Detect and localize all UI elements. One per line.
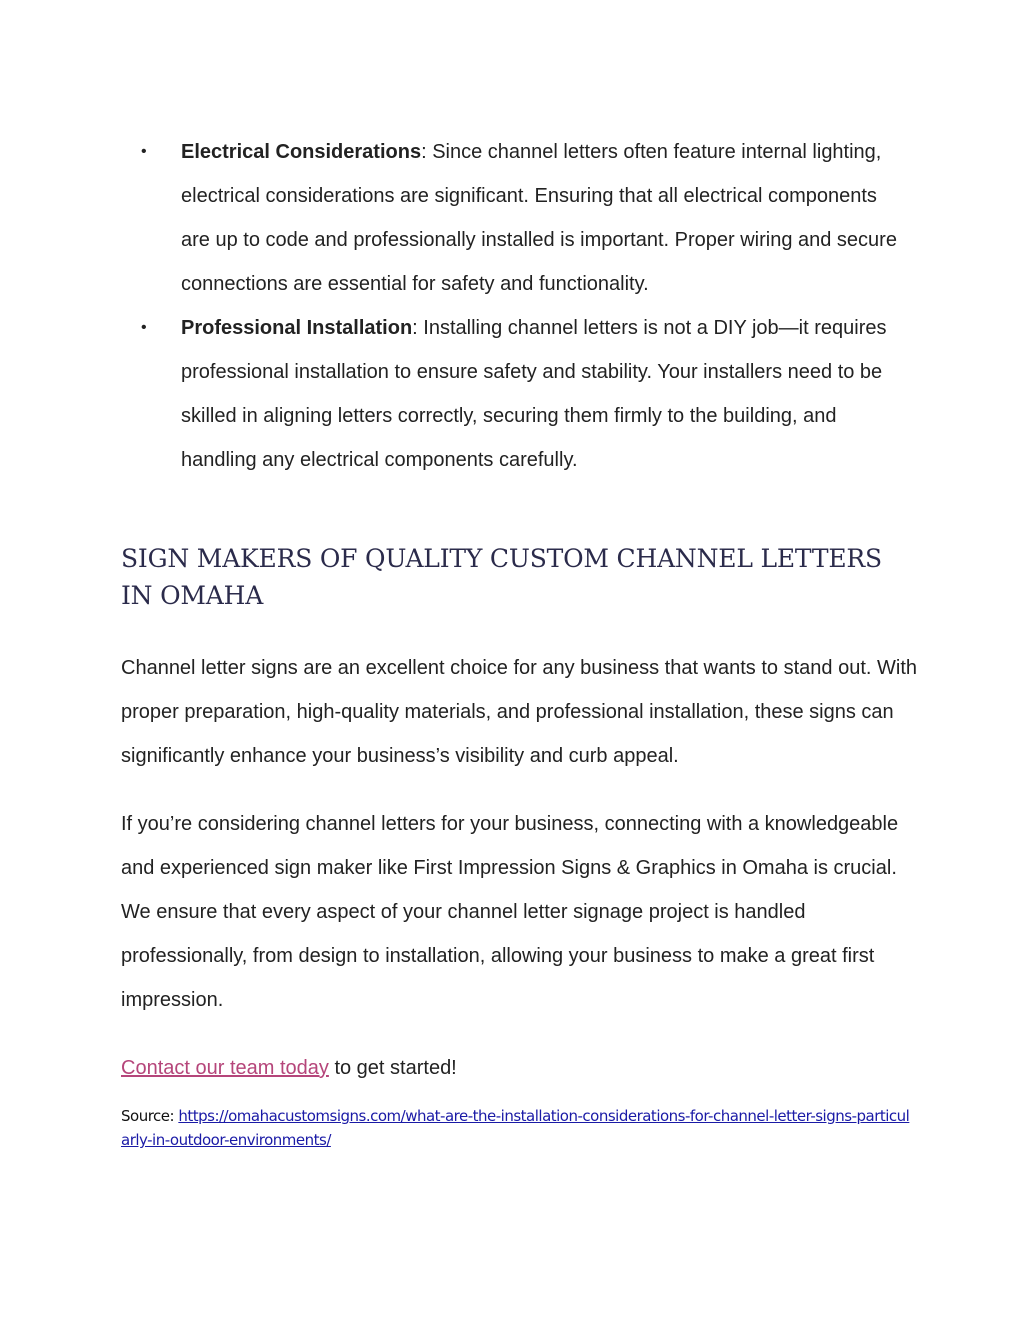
- bullet-text: : Installing channel letters is not a DIY job—it requires professional installation to ensure safety and stability. Your installers need to be skilled in aligning letters correctly, securing them firmly to the building, and handling any electrical components carefully.: [181, 317, 887, 471]
- paragraph-intro: Channel letter signs are an excellent choice for any business that wants to stand out. With proper preparation, high-quality materials, and professional installation, these signs can significantly enhance your business’s visibility and curb appeal.: [121, 657, 917, 767]
- cta-rest-text: to get started!: [328, 1057, 457, 1079]
- bullet-title: Professional Installation: [181, 317, 413, 339]
- bullet-list: [121, 130, 911, 482]
- bullet-title: Electrical Considerations: [181, 141, 422, 163]
- section-heading: SIGN MAKERS OF QUALITY CUSTOM CHANNEL LETTERS IN OMAHA: [121, 544, 882, 610]
- contact-team-link[interactable]: Contact our team today: [121, 1057, 329, 1079]
- paragraph-sign-maker: If you’re considering channel letters for your business, connecting with a knowledgeable and experienced sign maker like First Impression Signs & Graphics in Omaha is crucial. We ensure that every aspect of your channel letter signage project is handled professionally, from design to installation, allowing your business to make a great first impression.: [121, 813, 899, 1011]
- source-label: Source:: [121, 1107, 179, 1125]
- bullet-text: : Since channel letters often feature internal lighting, electrical considerations are significant. Ensuring that all electrical components are up to code and professionally installed is important. Proper wiring and secure connections are essential for safety and functionality.: [181, 141, 897, 295]
- source-citation: [121, 1104, 911, 1152]
- source-url-link[interactable]: https://omahacustomsigns.com/what-are-the-installation-considerations-for-channel-letter-signs-particularly-in-outdoor-environments/: [121, 1107, 910, 1149]
- bullet-professional-installation: [121, 306, 911, 482]
- bullet-electrical-considerations: [121, 130, 911, 306]
- bullet-dot-icon: •: [141, 319, 147, 336]
- call-to-action: [121, 1046, 921, 1090]
- bullet-dot-icon: •: [141, 143, 147, 160]
